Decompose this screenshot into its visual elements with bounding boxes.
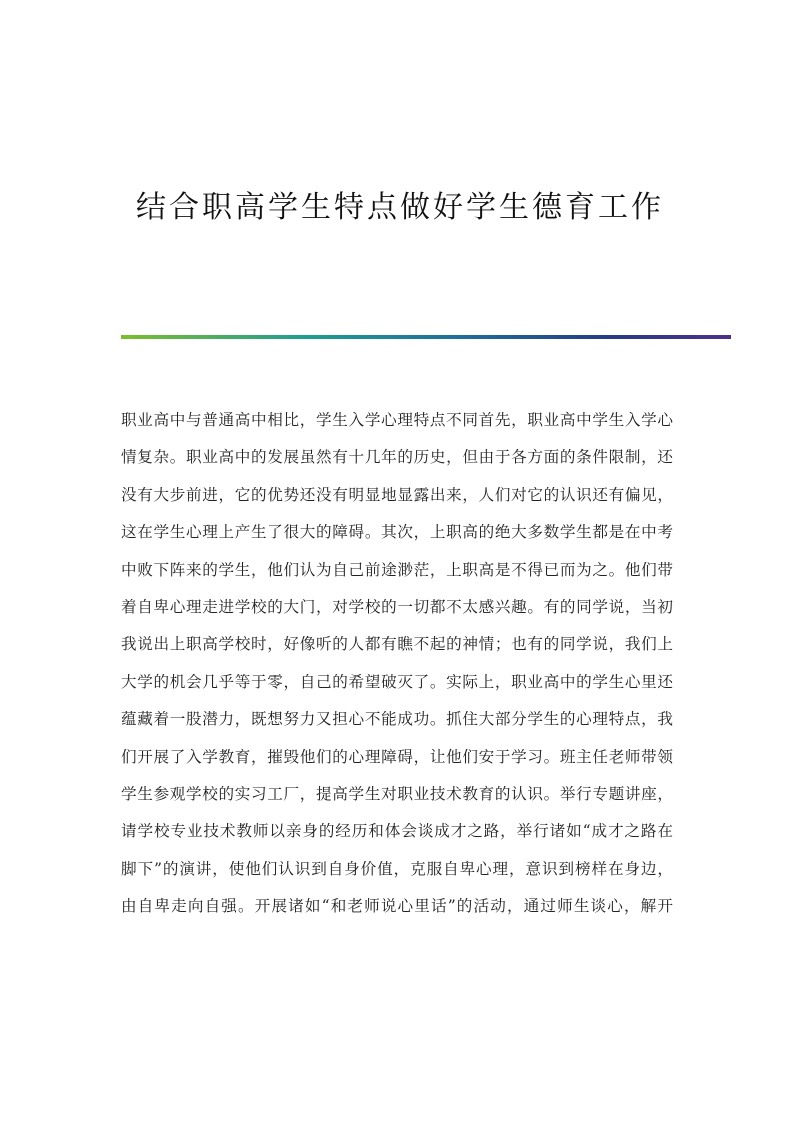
body-line: 我说出上职高学校时，好像听的人都有瞧不起的神情；也有的同学说，我们上 <box>121 635 673 654</box>
body-line: 这在学生心理上产生了很大的障碍。其次，上职高的绝大多数学生都是在中考 <box>121 523 673 542</box>
body-line: 中败下阵来的学生，他们认为自己前途渺茫，上职高是不得已而为之。他们带 <box>121 560 673 579</box>
title-divider <box>121 335 731 339</box>
body-line: 请学校专业技术教师以亲身的经历和体会谈成才之路，举行诸如“成才之路在 <box>121 822 673 841</box>
body-line: 蕴藏着一股潜力，既想努力又担心不能成功。抓住大部分学生的心理特点，我 <box>121 710 673 729</box>
body-line: 大学的机会几乎等于零，自己的希望破灭了。实际上，职业高中的学生心里还 <box>121 672 673 691</box>
document-body <box>121 402 673 925</box>
body-line: 着自卑心理走进学校的大门，对学校的一切都不太感兴趣。有的同学说，当初 <box>121 597 673 616</box>
body-line: 脚下”的演讲，使他们认识到自身价值，克服自卑心理，意识到榜样在身边， <box>121 859 673 878</box>
body-line: 职业高中与普通高中相比，学生入学心理特点不同首先，职业高中学生入学心 <box>121 411 673 429</box>
document-title: 结合职高学生特点做好学生德育工作 <box>136 190 664 225</box>
body-line: 由自卑走向自强。开展诸如“和老师说心里话”的活动，通过师生谈心，解开 <box>121 897 673 916</box>
body-line: 情复杂。职业高中的发展虽然有十几年的历史，但由于各方面的条件限制，还 <box>121 448 673 467</box>
body-line: 没有大步前进，它的优势还没有明显地显露出来，人们对它的认识还有偏见， <box>121 485 673 504</box>
body-line: 学生参观学校的实习工厂，提高学生对职业技术教育的认识。举行专题讲座， <box>121 784 673 803</box>
body-line: 们开展了入学教育，摧毁他们的心理障碍，让他们安于学习。班主任老师带领 <box>121 747 673 766</box>
